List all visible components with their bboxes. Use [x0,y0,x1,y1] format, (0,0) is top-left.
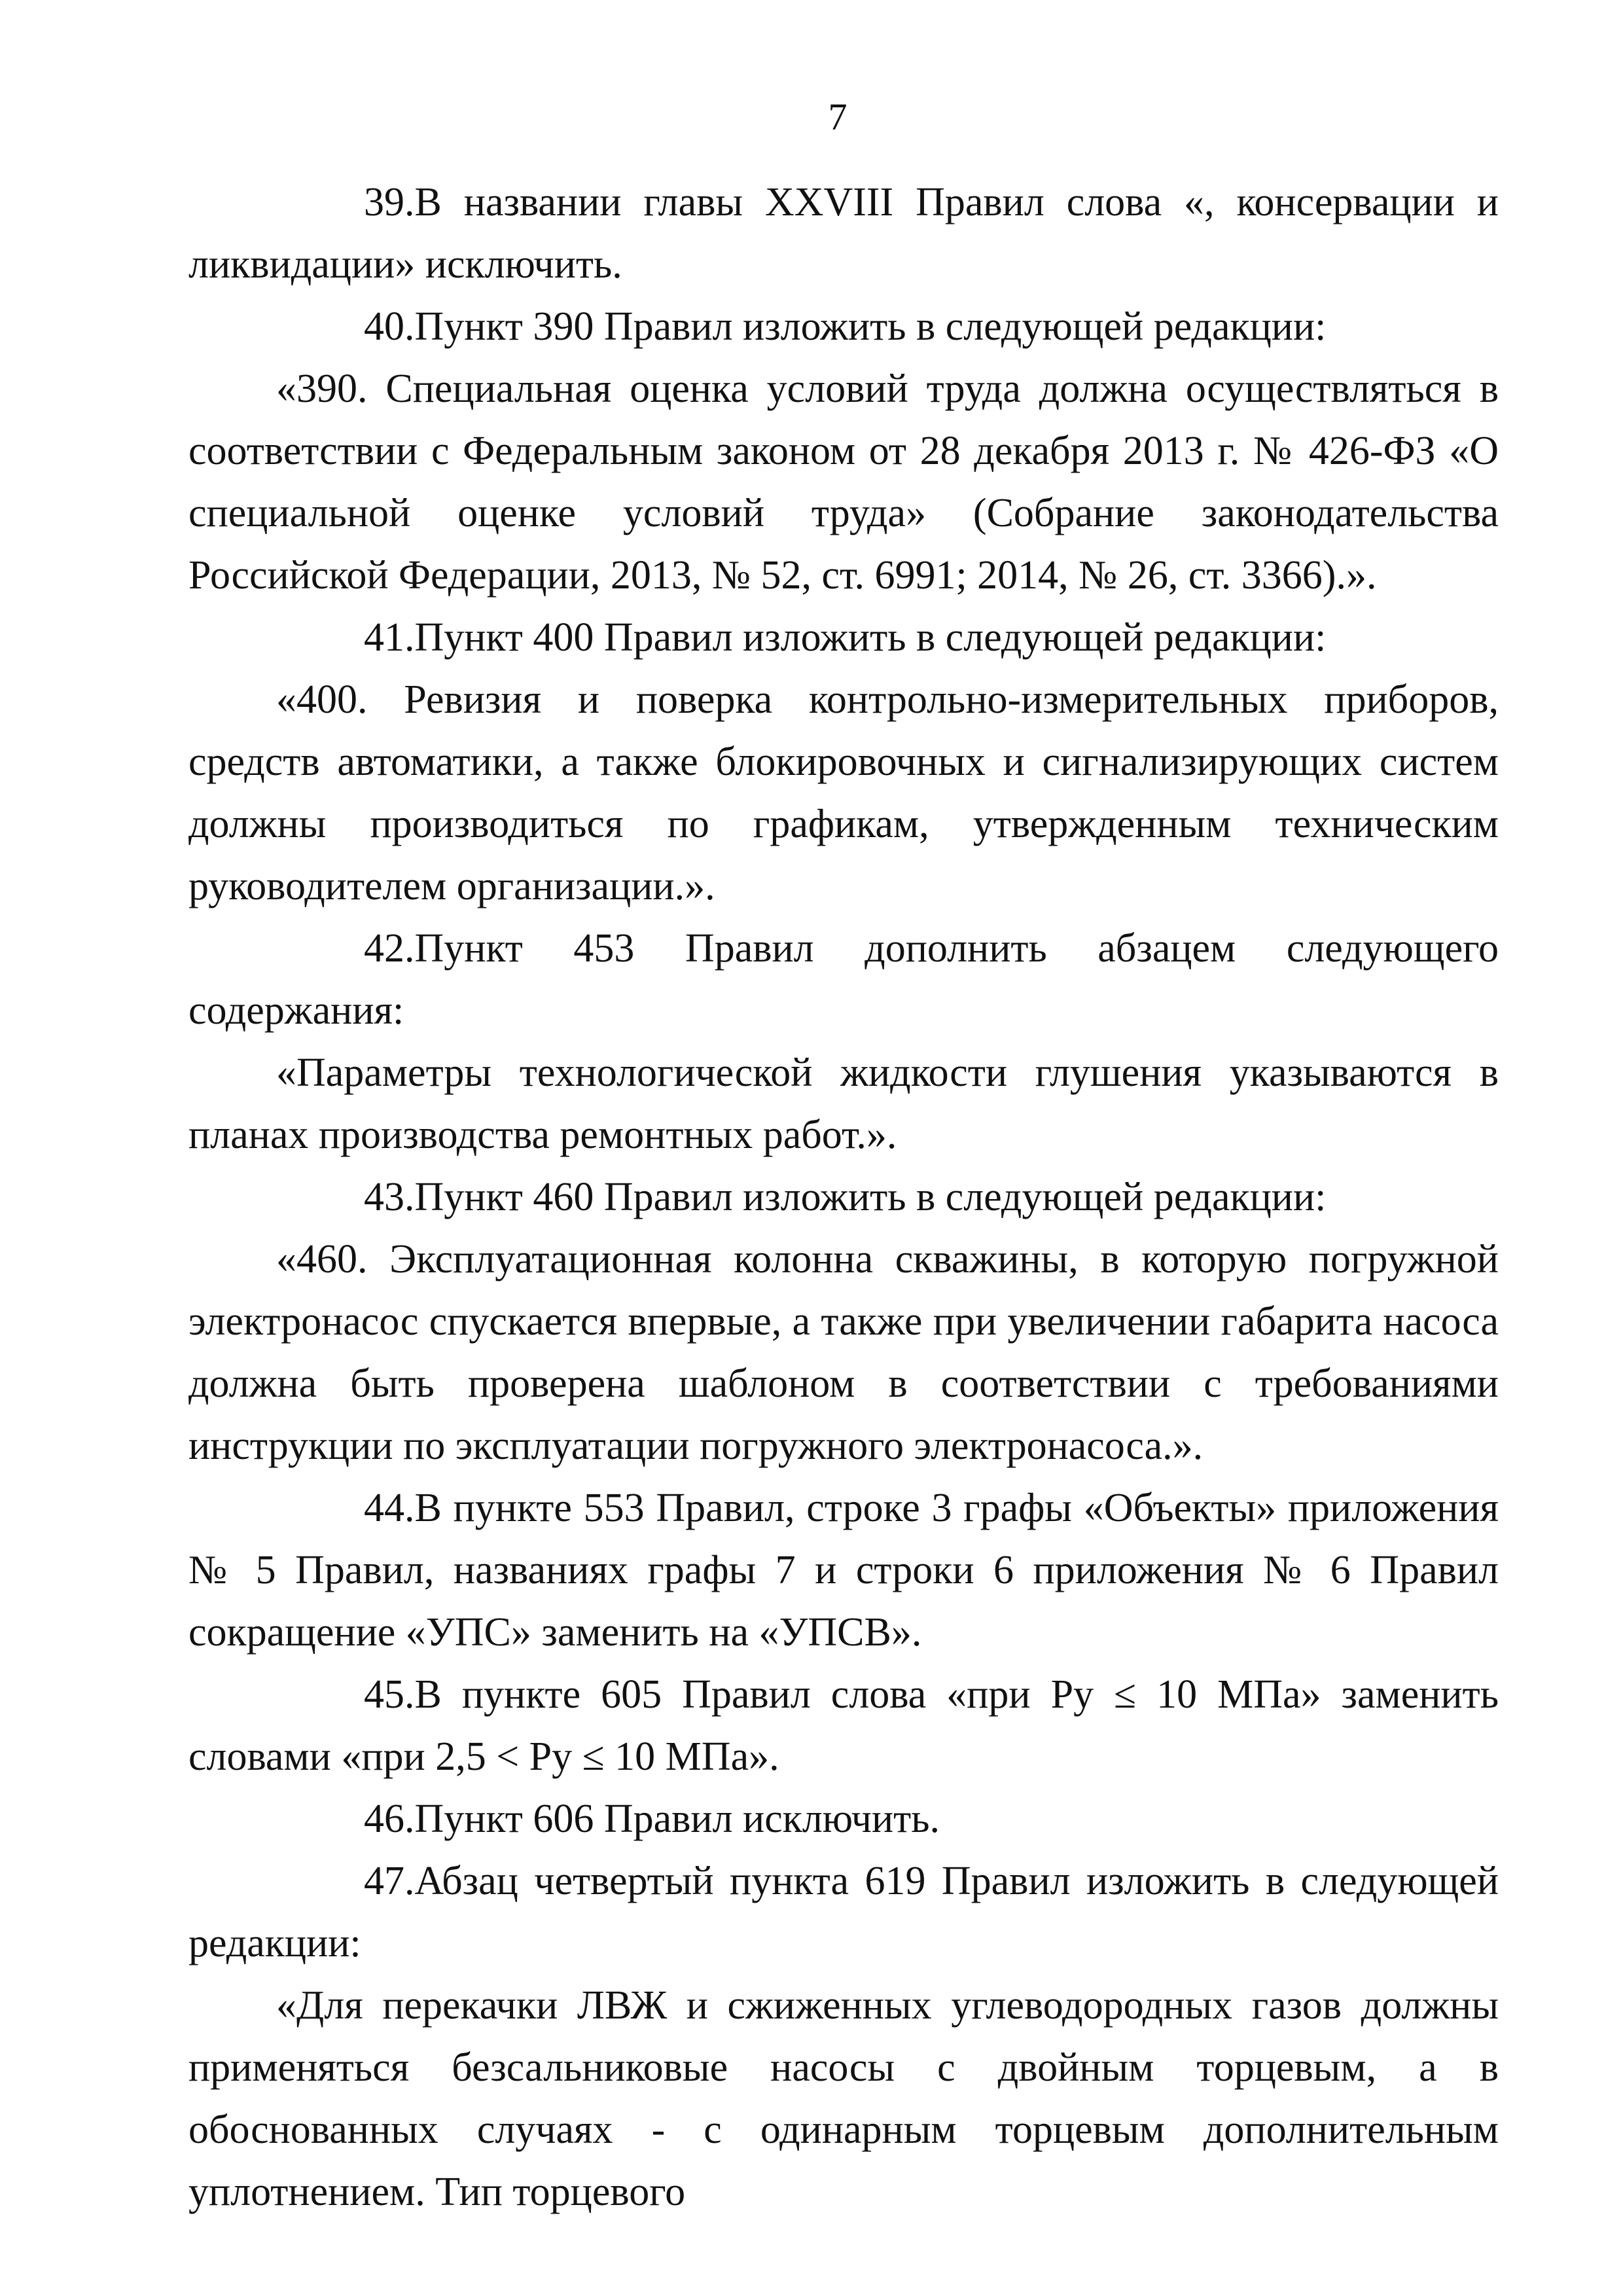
paragraph-text: В пункте 553 Правил, строке 3 графы «Объекты» приложения № 5 Правил, названиях графы 7 и строки 6 приложения № 6 Правил сокращение «УПС» заменить на «УПСВ». [188,1486,1499,1655]
paragraph-quote-453 [188,1042,1499,1166]
paragraph-point-40 [188,296,1499,358]
paragraph-text: «Параметры технологической жидкости глушения указываются в планах производства ремонтных работ.». [188,1050,1499,1157]
paragraph-text: «460. Эксплуатационная колонна скважины, в которую погружной электронасос спускается впервые, а также при увеличении габарита насоса должна быть проверена шаблоном в соответствии с требованиями инструкции по эксплуатации погружного электронасоса.». [188,1237,1499,1468]
paragraph-quote-390 [188,358,1499,607]
paragraph-text: Абзац четвертый пункта 619 Правил изложить в следующей редакции: [188,1859,1499,1965]
paragraph-quote-400 [188,669,1499,918]
point-number: 43. [364,1175,415,1219]
paragraph-point-39 [188,171,1499,296]
point-number: 45. [364,1672,415,1717]
point-number: 44. [364,1486,415,1530]
paragraph-quote-619 [188,1975,1499,2223]
paragraph-point-47 [188,1850,1499,1975]
page-number: 7 [828,96,847,138]
paragraph-text: Пункт 400 Правил изложить в следующей редакции: [414,615,1327,660]
paragraph-text: «Для перекачки ЛВЖ и сжиженных углеводородных газов должны применяться безсальниковые насосы с двойным торцевым, а в обоснованных случаях - с одинарным торцевым дополнительным уплотнением. Тип торцевого [188,1983,1499,2214]
paragraph-text: В названии главы XXVIII Правил слова «, консервации и ликвидации» исключить. [188,180,1499,287]
paragraph-text: Пункт 453 Правил дополнить абзацем следующего содержания: [188,926,1499,1033]
paragraph-text: В пункте 605 Правил слова «при Ру ≤ 10 МПа» заменить словами «при 2,5 < Ру ≤ 10 МПа». [188,1672,1499,1779]
paragraph-point-45 [188,1664,1499,1788]
point-number: 42. [364,926,415,971]
point-number: 47. [364,1859,415,1903]
paragraph-text: Пункт 460 Правил изложить в следующей редакции: [414,1175,1327,1219]
paragraph-point-44 [188,1477,1499,1664]
point-number: 41. [364,615,415,660]
paragraph-point-41 [188,607,1499,669]
paragraph-point-42 [188,918,1499,1042]
point-number: 39. [364,180,415,224]
document-body [188,171,1499,2223]
paragraph-text: Пункт 606 Правил исключить. [414,1797,940,1841]
point-number: 46. [364,1797,415,1841]
paragraph-point-43 [188,1166,1499,1229]
paragraph-text: Пункт 390 Правил изложить в следующей редакции: [414,304,1327,349]
point-number: 40. [364,304,415,349]
paragraph-point-46 [188,1788,1499,1850]
paragraph-quote-460 [188,1229,1499,1477]
paragraph-text: «400. Ревизия и поверка контрольно-измерительных приборов, средств автоматики, а также блокировочных и сигнализирующих систем должны производиться по графикам, утвержденным техническим руководителем организации.». [188,677,1499,908]
paragraph-text: «390. Специальная оценка условий труда должна осуществляться в соответствии с Федеральным законом от 28 декабря 2013 г. № 426-ФЗ «О специальной оценке условий труда» (Собрание законодательства Российской Федерации, 2013, № 52, ст. 6991; 2014, № 26, ст. 3366).». [188,367,1499,598]
